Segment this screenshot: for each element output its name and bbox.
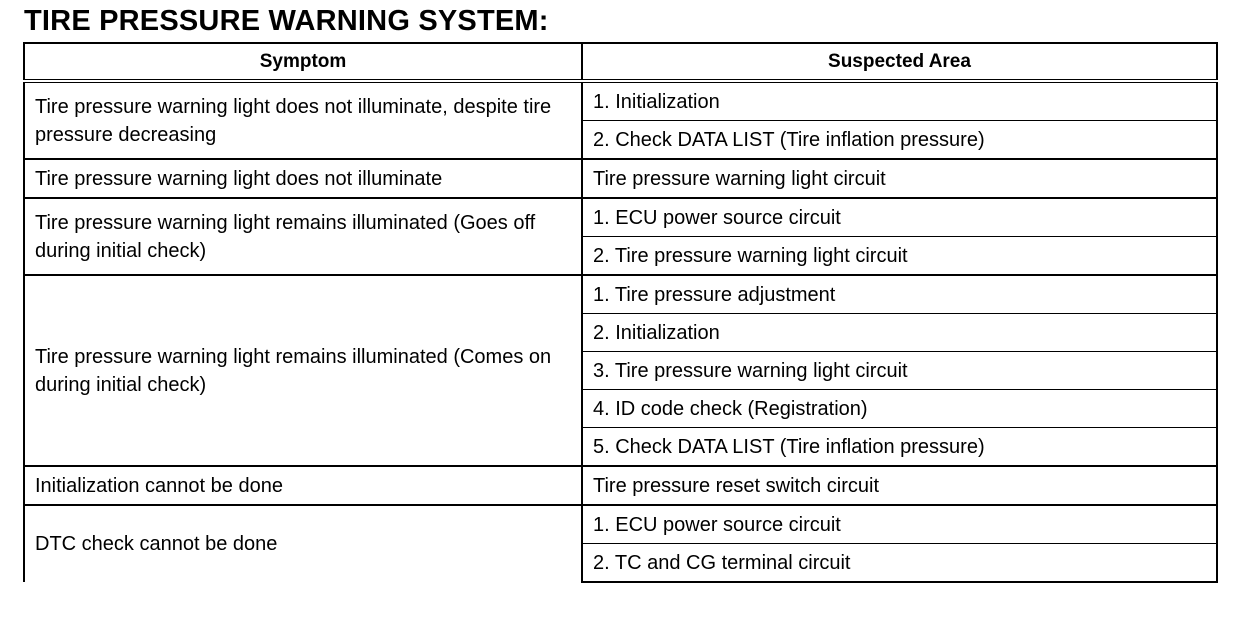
suspected-area-cell: 4. ID code check (Registration) [582,390,1217,428]
symptom-cell: Tire pressure warning light does not illuminate [24,159,582,198]
symptom-cell: Tire pressure warning light remains illuminated (Goes off during initial check) [24,198,582,275]
problem-symptoms-table [23,42,1218,583]
symptom-cell: Initialization cannot be done [24,466,582,505]
suspected-area-cell: 2. Initialization [582,314,1217,352]
table-row [24,505,1217,544]
page-title: TIRE PRESSURE WARNING SYSTEM: [24,5,549,37]
table-row [24,159,1217,198]
suspected-area-column-header: Suspected Area [582,43,1217,81]
suspected-area-cell: 1. ECU power source circuit [582,198,1217,237]
suspected-area-cell: 2. Tire pressure warning light circuit [582,237,1217,276]
symptom-column-header: Symptom [24,43,582,81]
suspected-area-cell: 1. ECU power source circuit [582,505,1217,544]
symptom-cell: DTC check cannot be done [24,505,582,582]
table-body [24,81,1217,582]
suspected-area-cell: 2. Check DATA LIST (Tire inflation pressure) [582,121,1217,160]
table-row [24,466,1217,505]
symptom-cell: Tire pressure warning light remains illuminated (Comes on during initial check) [24,275,582,466]
suspected-area-cell: 1. Initialization [582,81,1217,121]
table-header-row [24,43,1217,81]
suspected-area-cell: 1. Tire pressure adjustment [582,275,1217,314]
suspected-area-cell: Tire pressure reset switch circuit [582,466,1217,505]
suspected-area-cell: 3. Tire pressure warning light circuit [582,352,1217,390]
table-row [24,275,1217,314]
table-row [24,81,1217,121]
suspected-area-cell: Tire pressure warning light circuit [582,159,1217,198]
suspected-area-cell: 5. Check DATA LIST (Tire inflation pressure) [582,428,1217,467]
suspected-area-cell: 2. TC and CG terminal circuit [582,544,1217,583]
symptom-cell: Tire pressure warning light does not illuminate, despite tire pressure decreasing [24,81,582,159]
table-row [24,198,1217,237]
